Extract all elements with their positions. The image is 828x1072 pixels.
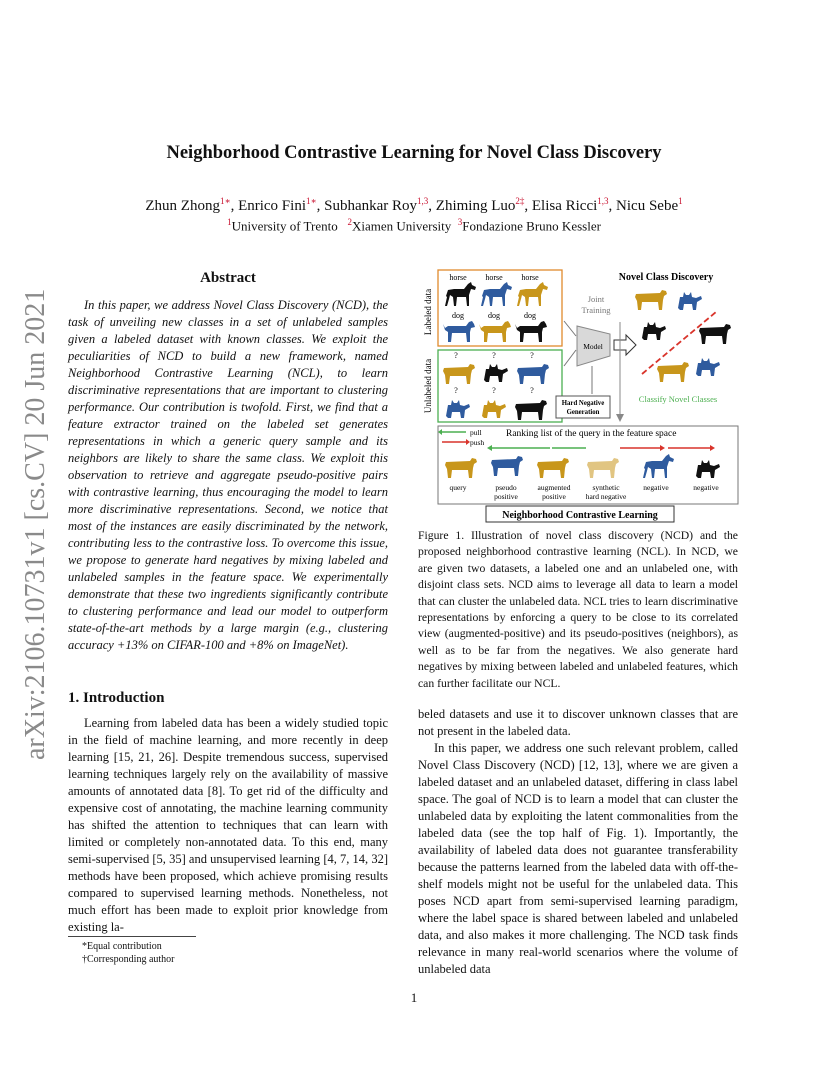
ranking-text: Ranking list of the query in the feature space	[506, 429, 677, 439]
arxiv-stamp: arXiv:2106.10731v1 [cs.CV] 20 Jun 2021	[20, 288, 51, 760]
paper-title: Neighborhood Contrastive Learning for Novel Class Discovery	[166, 143, 662, 163]
ncl-label: Neighborhood Contrastive Learning	[502, 510, 658, 521]
labeled-data-label: Labeled data	[423, 288, 433, 336]
label-horse: horse	[449, 273, 467, 282]
abstract-text: In this paper, we address Novel Class Discovery (NCD), the task of unveiling new classes in a set of unlabeled samples given a labeled dataset with known classes. We exploit the peculiarities of NCD to build a new framework, named Neighborhood Contrastive Learning (NCL), to learn discriminative representations that are important to clustering performance. Our contribution is twofold. First, we find that a feature extractor trained on the labeled set generates representations in which a generic query sample and its neighbors are likely to share the same class. We exploit this observation to retrieve and aggregate pseudo-positive pairs with contrastive learning, thus encouraging the model to learn more discriminative representations. Second, we notice that most of the instances are easily discriminated by the network, contributing less to the contrastive loss. To overcome this issue, we propose to generate hard negatives by mixing labeled and unlabeled samples in the feature space. We experimentally demonstrate that these two ingredients significantly contribute to clustering performance and lead our model to outperform state-of-the-art methods by a large margin (e.g., clustering accuracy +13% on CIFAR-100 and +8% on ImageNet).	[68, 298, 388, 652]
cat-icon	[678, 292, 702, 310]
author: Elisa Ricci	[531, 198, 598, 214]
cow-icon	[657, 362, 689, 382]
arrow-icon	[614, 335, 636, 355]
negative-icon	[643, 454, 674, 478]
model-label: Model	[583, 342, 603, 351]
synthetic-negative-icon	[587, 458, 619, 478]
right-column-body	[418, 706, 738, 978]
horse-icon	[481, 282, 512, 306]
author: Subhankar Roy	[324, 198, 418, 214]
query-cow-icon	[445, 458, 477, 478]
dog-icon	[515, 321, 547, 342]
label-horse: horse	[521, 273, 539, 282]
row-label-synthetic: synthetic hard negative	[585, 483, 627, 501]
affiliations: $^1$University of Trento $^2$Xiamen University $^3$Fondazione Bruno Kessler	[227, 217, 601, 234]
intro-heading: 1. Introduction	[68, 690, 165, 706]
push-label: push	[470, 438, 485, 447]
unknown-mark: ?	[530, 351, 534, 360]
dog-icon	[479, 321, 511, 342]
dog-icon	[443, 321, 475, 342]
unknown-mark: ?	[530, 386, 534, 395]
abstract-heading: Abstract	[200, 270, 256, 286]
pull-label: pull	[470, 428, 482, 437]
unlabeled-data-label: Unlabeled data	[423, 358, 433, 414]
cat-icon	[484, 364, 508, 382]
cow-icon	[517, 364, 549, 384]
unknown-mark: ?	[492, 351, 496, 360]
author: Nicu Sebe	[616, 198, 679, 214]
footnote-equal: *Equal contribution	[82, 941, 162, 952]
figure-1	[420, 266, 760, 524]
unknown-mark: ?	[454, 386, 458, 395]
hard-negative-label: Hard Negative Generation	[561, 400, 605, 416]
classify-novel-label: Classify Novel Classes	[638, 394, 718, 404]
cow-icon	[699, 324, 731, 344]
author: Zhun Zhong	[145, 198, 220, 214]
cat-icon	[482, 400, 506, 418]
pseudo-positive-icon	[491, 456, 523, 476]
row-label-query: query	[449, 483, 467, 492]
ncd-title: Novel Class Discovery	[618, 272, 714, 283]
row-label-negative: negative	[643, 483, 669, 492]
unknown-mark: ?	[454, 351, 458, 360]
intro-paragraph-2: In this paper, we address one such relevant problem, called Novel Class Discovery (NCD) [12, 13], where we are given a labeled dataset and an unlabeled dataset, differing in class label space. The goal of NCD is to learn a model that can cluster the unlabeled data by exploiting the latent commonalities from the labeled data (see the top half of Fig. 1). Importantly, the availability of labeled data does not guarantee transferability because the patterns learned from the labeled data with off-the-shelf models might not be useful for the unlabeled data. This poses NCD apart from semi-supervised learning paradigm, where the label space is shared between labeled and unlabeled data, and also makes it more challenging. The NCD task finds relevance in many real-world scenarios where the volume of unlabeled data	[418, 741, 738, 976]
row-label-pseudo: pseudo positive	[494, 483, 518, 501]
introduction-section	[68, 690, 388, 936]
joint-training-label: Joint Training	[581, 294, 611, 315]
intro-text: Learning from labeled data has been a widely studied topic in the field of machine learning, and more recently in deep learning [15, 21, 26]. Despite tremendous success, supervised learning techniques largely rely on the availability of massive amounts of annotated data [8]. To get rid of the difficulty and expensive cost of annotating, the machine learning community has shifted the attention to techniques that can learn with limited or completely non-annotated data. To this end, many semi-supervised [5, 35] and unsupervised learning [4, 7, 14, 32] methods have been proposed, which achieve promising results compared to supervised learning methods. Nonetheless, not much effort has been made to exploit prior knowledge from existing la-	[68, 716, 388, 934]
augmented-positive-icon	[537, 458, 569, 478]
page-number: 1	[410, 990, 418, 1005]
footnote-corresponding: †Corresponding author	[82, 954, 175, 965]
row-label-augmented: augmented positive	[537, 483, 571, 501]
abstract-section	[68, 270, 388, 654]
cat-icon	[446, 400, 470, 418]
cow-icon	[443, 364, 475, 384]
unknown-mark: ?	[492, 386, 496, 395]
author-list: Zhun Zhong$^{1∗}$, Enrico Fini$^{1∗}$, Subhankar Roy$^{1,3}$, Zhiming Luo$^{2\ddagger}$, Elisa Ricci$^{1,3}$, Nicu Sebe$^1$	[145, 196, 683, 214]
label-dog: dog	[452, 311, 464, 320]
author: Zhiming Luo	[435, 198, 516, 214]
cow-icon	[635, 290, 667, 310]
cat-icon	[642, 322, 666, 340]
label-horse: horse	[485, 273, 503, 282]
horse-icon	[445, 282, 476, 306]
label-dog: dog	[488, 311, 500, 320]
label-dog: dog	[524, 311, 536, 320]
negative-icon	[696, 460, 720, 478]
row-label-negative: negative	[693, 483, 719, 492]
horse-icon	[517, 282, 548, 306]
author: Enrico Fini	[238, 198, 306, 214]
cow-icon	[515, 400, 547, 420]
figure-caption: Figure 1. Illustration of novel class discovery (NCD) and the proposed neighborhood contrastive learning (NCL). In NCD, we are given two datasets, a labeled one and an unlabeled one, with disjoint class sets. NCD aims to leverage all data to learn a model that can cluster the unlabeled data. NCL tries to learn discriminative representations by enforcing a query to be close to its correlated view (augmented-positive) and its pseudo-positives (neighbors), as well as to be far from the negatives. We also generate hard negatives by mixing between labeled and unlabeled features, which can further facilitate our NCL.	[418, 529, 738, 690]
footnote-rule	[68, 936, 196, 937]
intro-continuation: beled datasets and use it to discover unknown classes that are not present in the labeled data.	[418, 707, 738, 738]
cat-icon	[696, 358, 720, 376]
